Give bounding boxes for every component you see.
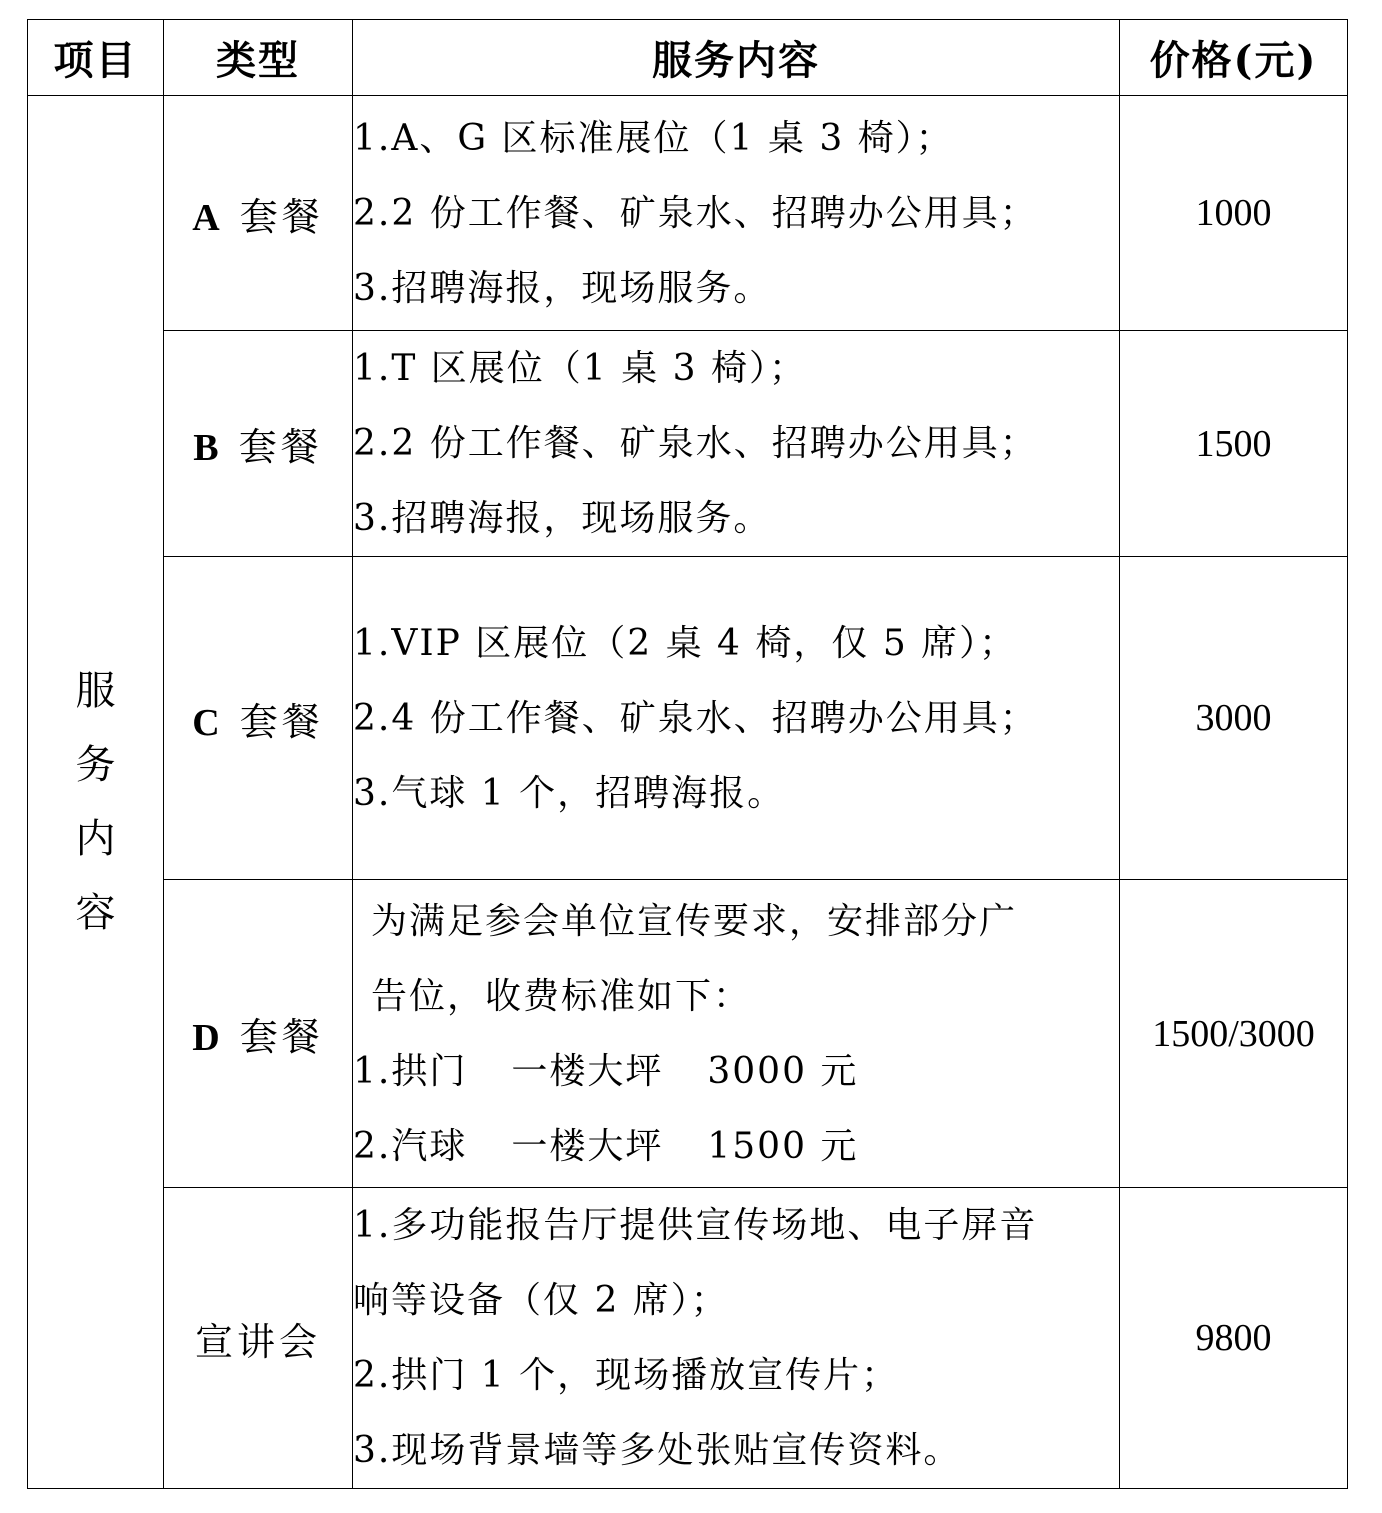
content-line: 告位，收费标准如下： <box>371 975 752 1017</box>
content-line: 2.2 份工作餐、矿泉水、招聘办公用具； <box>353 423 1038 464</box>
content-cell-b <box>353 331 1120 557</box>
ad-item-name: 2.汽球 <box>353 1125 468 1167</box>
content-cell-presentation <box>353 1188 1120 1489</box>
content-line: 1.多功能报告厅提供宣传场地、电子屏音 <box>353 1205 1038 1246</box>
type-cell-a <box>164 96 353 331</box>
type-label: 宣讲会 <box>194 1319 321 1364</box>
content-line: 3.气球 1 个，招聘海报。 <box>353 772 786 814</box>
price-cell-a: 1000 <box>1120 96 1348 331</box>
price-cell-c: 3000 <box>1120 557 1348 880</box>
table-header-row <box>28 20 1348 96</box>
content-line: 2.4 份工作餐、矿泉水、招聘办公用具； <box>353 697 1038 739</box>
content-cell-a <box>353 96 1120 331</box>
service-price-table <box>27 19 1348 1489</box>
type-suffix: 套餐 <box>239 194 324 239</box>
type-suffix: 套餐 <box>239 699 324 744</box>
type-cell-presentation <box>164 1188 353 1489</box>
price-cell-d: 1500/3000 <box>1120 880 1348 1188</box>
header-content: 服务内容 <box>353 20 1120 96</box>
item-cell <box>28 96 164 1489</box>
content-line: 2.拱门 1 个，现场播放宣传片； <box>353 1355 900 1396</box>
price-cell-b: 1500 <box>1120 331 1348 557</box>
content-cell-d <box>353 880 1120 1188</box>
content-line: 为满足参会单位宣传要求，安排部分广 <box>371 900 1018 942</box>
ad-item-location: 一楼大坪 <box>511 1125 664 1167</box>
content-line: 2.2 份工作餐、矿泉水、招聘办公用具； <box>353 192 1038 234</box>
content-line: 3.招聘海报，现场服务。 <box>353 498 772 539</box>
content-line: 响等设备（仅 2 席）； <box>353 1280 729 1321</box>
type-prefix: C <box>192 701 224 744</box>
ad-item <box>353 1109 1119 1184</box>
header-type: 类型 <box>164 20 353 96</box>
table-row-package-a <box>28 96 1348 331</box>
item-label: 服务内容 <box>75 668 116 936</box>
table-row-presentation <box>28 1188 1348 1489</box>
ad-item-location: 一楼大坪 <box>511 1050 664 1092</box>
content-line: 3.招聘海报，现场服务。 <box>353 267 772 309</box>
header-price: 价格(元) <box>1120 20 1348 96</box>
type-cell-c <box>164 557 353 880</box>
type-cell-b <box>164 331 353 557</box>
content-line: 1.T 区展位（1 桌 3 椅）； <box>353 348 807 389</box>
type-prefix: D <box>192 1017 224 1059</box>
price-cell-presentation: 9800 <box>1120 1188 1348 1489</box>
type-prefix: A <box>192 196 224 239</box>
table-row-package-c <box>28 557 1348 880</box>
header-item: 项目 <box>28 20 164 96</box>
table-row-package-b <box>28 331 1348 557</box>
type-cell-d <box>164 880 353 1188</box>
content-line: 3.现场背景墙等多处张贴宣传资料。 <box>353 1430 962 1471</box>
table-row-package-d <box>28 880 1348 1188</box>
content-line: 1.A、G 区标准展位（1 桌 3 椅）； <box>353 117 954 159</box>
type-suffix: 套餐 <box>238 425 323 469</box>
ad-item-fee: 1500 元 <box>707 1125 859 1167</box>
content-cell-c <box>353 557 1120 880</box>
ad-item-name: 1.拱门 <box>353 1050 468 1092</box>
type-suffix: 套餐 <box>239 1015 324 1059</box>
ad-item <box>353 1034 1119 1109</box>
ad-item-fee: 3000 元 <box>707 1050 859 1092</box>
type-prefix: B <box>193 427 223 469</box>
content-line: 1.VIP 区展位（2 桌 4 椅，仅 5 席）； <box>353 622 1018 664</box>
